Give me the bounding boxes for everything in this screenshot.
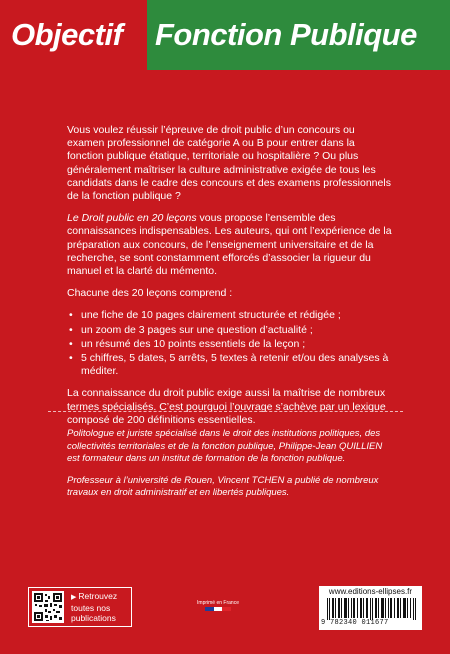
qr-caption — [71, 591, 131, 623]
series-brand-fonction-publique: Fonction Publique — [147, 0, 450, 70]
qr-caption-text: Retrouvez toutes nos publications — [71, 591, 118, 623]
qr-panel[interactable] — [28, 587, 132, 627]
intro-paragraph: Vous voulez réussir l’épreuve de droit public d’un concours ou examen professionnel de catégorie A ou B pour entrer dans la fonction publique étatique, territoriale ou hospitalière ? Ou plus généralement maîtriser la culture administrative exigée de tous les candidats dans le cadre des concours et des examens professionnels de la fonction publique ? — [67, 124, 391, 203]
back-cover-text — [67, 124, 393, 436]
description-text: vous propose l’ensemble des connaissances indispensables. Les auteurs, qui ont l’expérience de la préparation aux concours, de l’enseignement universitaire et de la recherche, se sont constamment efforcés d’associer la rigueur du manuel et la clarté du mémento. — [67, 212, 392, 278]
printed-in-france: Imprimé en France — [197, 600, 239, 606]
author-bio: Professeur à l’université de Rouen, Vincent TCHEN a publié de nombreux travaux en droit administratif et en libertés publiques. — [67, 474, 379, 499]
divider — [48, 411, 403, 412]
play-triangle-icon: ▶ — [71, 594, 77, 601]
book-title: Le Droit public en 20 leçons — [67, 212, 197, 225]
list-item: • 5 chiffres, 5 dates, 5 arrêts, 5 textes à retenir et/ou des analyses à méditer. — [67, 352, 393, 378]
author-bios — [67, 428, 397, 509]
french-flag-icon — [205, 607, 231, 611]
header-band — [0, 0, 450, 70]
isbn-number: 9 782340 011677 — [321, 619, 389, 627]
list-item: • un zoom de 3 pages sur une question d’actualité ; — [67, 324, 393, 337]
qr-code-icon[interactable] — [32, 591, 64, 623]
publisher-website[interactable]: www.editions-ellipses.fr — [328, 587, 413, 596]
list-item: • un résumé des 10 points essentiels de la leçon ; — [67, 338, 393, 351]
series-brand-objectif: Objectif — [0, 0, 147, 70]
description-paragraph — [67, 212, 393, 278]
lessons-intro: Chacune des 20 leçons comprend : — [67, 287, 233, 300]
barcode-icon — [327, 598, 417, 620]
closing-paragraph: La connaissance du droit public exige aussi la maîtrise de nombreux termes spécialisés. C’est pourquoi l’ouvrage s’achève par un lexique composé de 200 définitions essentielles. — [67, 387, 386, 426]
list-item: • une fiche de 10 pages clairement structurée et rédigée ; — [67, 309, 393, 322]
author-bio: Politologue et juriste spécialisé dans le droit des institutions politiques, des collectivités territoriales et de la fonction publique, Philippe-Jean QUILLIEN est formateur dans un institut de formation de la fonction publique. — [67, 428, 383, 465]
lessons-list — [67, 309, 393, 378]
barcode-panel — [319, 586, 422, 630]
